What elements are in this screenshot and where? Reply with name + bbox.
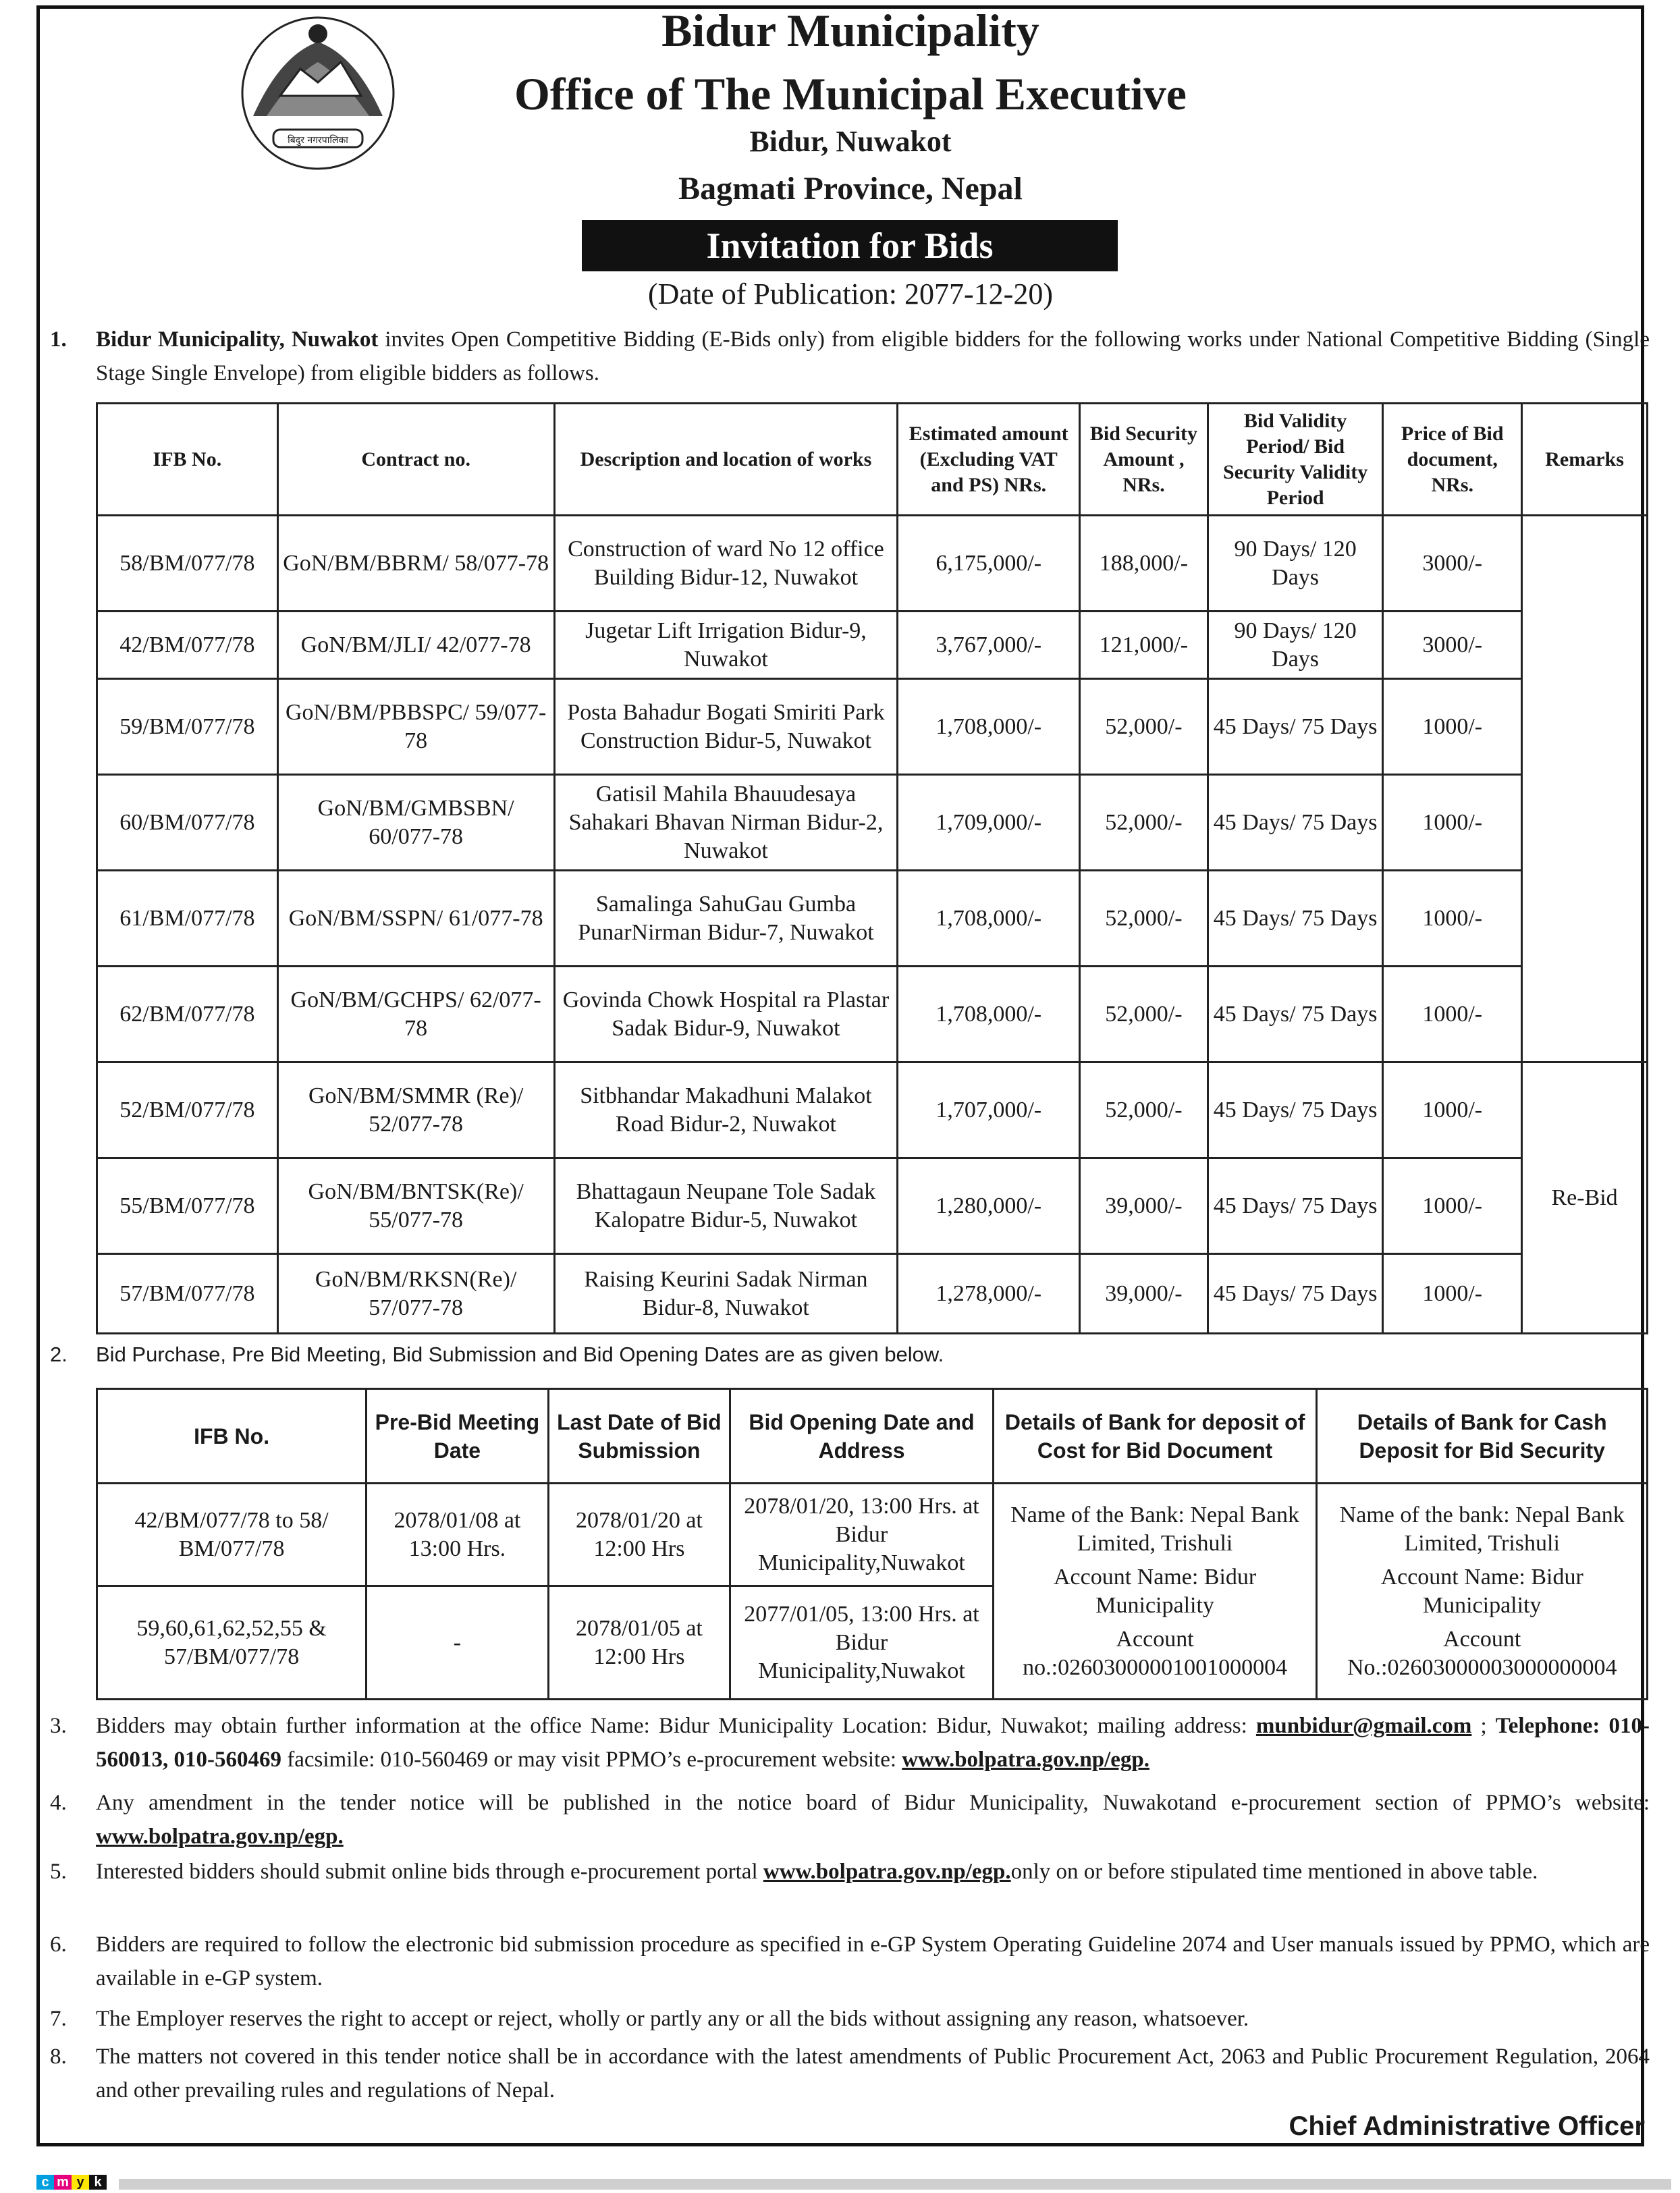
cell-security: 52,000/- (1080, 871, 1208, 967)
col-header-description: Description and location of works (554, 404, 898, 516)
col-header-price: Price of Bid document, NRs. (1383, 404, 1522, 516)
cell-contract: GoN/BM/BNTSK(Re)/ 55/077-78 (277, 1158, 554, 1254)
cell-security: 52,000/- (1080, 967, 1208, 1062)
table-row (97, 612, 1648, 679)
col-header-prebid: Pre-Bid Meeting Date (367, 1389, 548, 1484)
cell-validity: 45 Days/ 75 Days (1208, 871, 1383, 967)
paragraph-text: invites Open Competitive Bidding (E-Bids only) from eligible bidders for the following works under National Competitive Bidding (Single Stage Single Envelope) from eligible bidders as follows. (96, 327, 1650, 385)
table-row (97, 775, 1648, 871)
cell-description: Gatisil Mahila Bhauudesaya Sahakari Bhavan Nirman Bidur-2, Nuwakot (554, 775, 898, 871)
cell-contract: GoN/BM/SMMR (Re)/ 52/077-78 (277, 1062, 554, 1158)
table-header-row (97, 404, 1648, 516)
cmyk-cyan: c (36, 2175, 54, 2190)
cell-security: 188,000/- (1080, 516, 1208, 612)
paragraph-number: 1. (50, 327, 67, 352)
cell-ifb: 52/BM/077/78 (97, 1062, 278, 1158)
paragraph-number: 7. (50, 2007, 67, 2031)
paragraph-7 (50, 2002, 1650, 2036)
cell-amount: 1,280,000/- (898, 1158, 1080, 1254)
publication-date: (Date of Publication: 2077-12-20) (648, 277, 1053, 310)
cell-description: Posta Bahadur Bogati Smiriti Park Construction Bidur-5, Nuwakot (554, 679, 898, 775)
cell-security: 39,000/- (1080, 1254, 1208, 1334)
cell-ifb: 55/BM/077/78 (97, 1158, 278, 1254)
cell-amount: 6,175,000/- (898, 516, 1080, 612)
cell-ifb: 60/BM/077/78 (97, 775, 278, 871)
cell-validity: 90 Days/ 120 Days (1208, 516, 1383, 612)
cell-ifb: 62/BM/077/78 (97, 967, 278, 1062)
cell-opening: 2077/01/05, 13:00 Hrs. at Bidur Municipality,Nuwakot (730, 1586, 994, 1700)
paragraph-text: The Employer reserves the right to accept or reject, wholly or partly any or all the bids without assigning any reason, whatsoever. (96, 2007, 1249, 2031)
paragraph-3 (50, 1709, 1650, 1777)
cell-security: 52,000/- (1080, 1062, 1208, 1158)
cell-contract: GoN/BM/GCHPS/ 62/077-78 (277, 967, 554, 1062)
cell-amount: 3,767,000/- (898, 612, 1080, 679)
paragraph-5 (50, 1855, 1650, 1889)
cell-validity: 90 Days/ 120 Days (1208, 612, 1383, 679)
print-registration-marks (36, 2175, 107, 2190)
cell-amount: 1,708,000/- (898, 871, 1080, 967)
location-line: Bidur, Nuwakot (749, 125, 952, 158)
paragraph-text: Bidders may obtain further information at the office Name: Bidur Municipality Location: Bidur, Nuwakot; mailing address: (96, 1714, 1256, 1738)
cell-description: Sitbhandar Makadhuni Malakot Road Bidur-2, Nuwakot (554, 1062, 898, 1158)
paragraph-bold-text: Bidur Municipality, Nuwakot (96, 327, 379, 352)
col-header-amount: Estimated amount (Excluding VAT and PS) NRs. (898, 404, 1080, 516)
col-header-ifb: IFB No. (97, 1389, 367, 1484)
cell-amount: 1,708,000/- (898, 967, 1080, 1062)
paragraph-text: Interested bidders should submit online bids through e-procurement portal (96, 1860, 763, 1884)
works-table (96, 402, 1648, 1334)
cell-description: Govinda Chowk Hospital ra Plastar Sadak Bidur-9, Nuwakot (554, 967, 898, 1062)
col-header-validity: Bid Validity Period/ Bid Security Validity Period (1208, 404, 1383, 516)
paragraph-6 (50, 1928, 1650, 1995)
email-link[interactable]: munbidur@gmail.com (1255, 1714, 1472, 1738)
cell-validity: 45 Days/ 75 Days (1208, 679, 1383, 775)
signature-title: Chief Administrative Officer (1289, 2111, 1645, 2141)
egp-website-link[interactable]: www.bolpatra.gov.np/egp. (902, 1748, 1150, 1772)
cell-bank-doc (993, 1484, 1317, 1700)
cell-remarks-rebid: Re-Bid (1522, 1062, 1648, 1334)
paragraph-text: ; (1471, 1714, 1496, 1738)
table-row (97, 679, 1648, 775)
cell-amount: 1,708,000/- (898, 679, 1080, 775)
col-header-bank-doc: Details of Bank for deposit of Cost for Bid Document (993, 1389, 1317, 1484)
cell-validity: 45 Days/ 75 Days (1208, 775, 1383, 871)
cell-price: 1000/- (1383, 1158, 1522, 1254)
municipality-title: Bidur Municipality (661, 5, 1039, 56)
cell-description: Raising Keurini Sadak Nirman Bidur-8, Nuwakot (554, 1254, 898, 1334)
cell-amount: 1,709,000/- (898, 775, 1080, 871)
cell-description: Bhattagaun Neupane Tole Sadak Kalopatre Bidur-5, Nuwakot (554, 1158, 898, 1254)
egp-website-link[interactable]: www.bolpatra.gov.np/egp. (763, 1860, 1011, 1884)
col-header-ifb: IFB No. (97, 404, 278, 516)
cell-ifb: 42/BM/077/78 to 58/ BM/077/78 (97, 1484, 367, 1586)
cell-contract: GoN/BM/GMBSBN/ 60/077-78 (277, 775, 554, 871)
dates-table (96, 1388, 1648, 1700)
cell-contract: GoN/BM/JLI/ 42/077-78 (277, 612, 554, 679)
table-row (97, 967, 1648, 1062)
col-header-bank-security: Details of Bank for Cash Deposit for Bid Security (1317, 1389, 1648, 1484)
paragraph-number: 5. (50, 1860, 67, 1884)
cell-contract: GoN/BM/RKSN(Re)/ 57/077-78 (277, 1254, 554, 1334)
paragraph-text: facsimile: 010-560469 or may visit PPMO’s e-procurement website: (281, 1748, 902, 1772)
cell-price: 1000/- (1383, 1254, 1522, 1334)
registration-bar (119, 2179, 1671, 2190)
table-row (97, 1158, 1648, 1254)
col-header-contract: Contract no. (277, 404, 554, 516)
cell-opening: 2078/01/20, 13:00 Hrs. at Bidur Municipality,Nuwakot (730, 1484, 994, 1586)
svg-text:बिदुर नगरपालिका: बिदुर नगरपालिका (288, 135, 348, 146)
office-title: Office of The Municipal Executive (514, 68, 1187, 119)
cell-ifb: 58/BM/077/78 (97, 516, 278, 612)
cell-ifb: 59,60,61,62,52,55 & 57/BM/077/78 (97, 1586, 367, 1700)
paragraph-2 (50, 1338, 1650, 1372)
cell-security: 121,000/- (1080, 612, 1208, 679)
table-row (97, 871, 1648, 967)
cell-validity: 45 Days/ 75 Days (1208, 1062, 1383, 1158)
cell-price: 1000/- (1383, 775, 1522, 871)
col-header-security: Bid Security Amount , NRs. (1080, 404, 1208, 516)
cell-price: 3000/- (1383, 516, 1522, 612)
cell-prebid: - (367, 1586, 548, 1700)
cell-prebid: 2078/01/08 at 13:00 Hrs. (367, 1484, 548, 1586)
cell-bank-security (1317, 1484, 1648, 1700)
bank-name: Name of the Bank: Nepal Bank Limited, Trishuli (1010, 1502, 1299, 1556)
cell-validity: 45 Days/ 75 Days (1208, 1254, 1383, 1334)
cell-remarks-empty (1522, 516, 1648, 1062)
telephone-text: Telephone: 010-560013, 010-560469 (96, 1714, 1650, 1772)
account-name: Account Name: Bidur Municipality (1380, 1564, 1583, 1618)
cell-last-date: 2078/01/20 at 12:00 Hrs (548, 1484, 730, 1586)
cell-ifb: 61/BM/077/78 (97, 871, 278, 967)
col-header-last-date: Last Date of Bid Submission (548, 1389, 730, 1484)
account-name: Account Name: Bidur Municipality (1053, 1564, 1257, 1618)
paragraph-text: The matters not covered in this tender notice shall be in accordance with the latest amendments of Public Procurement Act, 2063 and Public Procurement Regulation, 2064 and other prevailing rules and regulations of Nepal. (96, 2045, 1650, 2103)
account-number: Account no.:02603000001001000004 (1023, 1626, 1288, 1680)
account-number: Account No.:02603000003000000004 (1347, 1626, 1617, 1680)
cell-security: 52,000/- (1080, 679, 1208, 775)
cell-price: 1000/- (1383, 967, 1522, 1062)
cell-contract: GoN/BM/BBRM/ 58/077-78 (277, 516, 554, 612)
cell-ifb: 57/BM/077/78 (97, 1254, 278, 1334)
cell-security: 39,000/- (1080, 1158, 1208, 1254)
paragraph-text: Bid Purchase, Pre Bid Meeting, Bid Submission and Bid Opening Dates are as given below. (96, 1343, 944, 1366)
paragraph-1 (50, 323, 1650, 390)
cell-validity: 45 Days/ 75 Days (1208, 1158, 1383, 1254)
cell-description: Jugetar Lift Irrigation Bidur-9, Nuwakot (554, 612, 898, 679)
cell-price: 1000/- (1383, 679, 1522, 775)
cmyk-black: k (89, 2175, 107, 2190)
paragraph-number: 3. (50, 1714, 67, 1738)
cell-price: 1000/- (1383, 1062, 1522, 1158)
table-header-row (97, 1389, 1648, 1484)
paragraph-text: Bidders are required to follow the electronic bid submission procedure as specified in e-GP System Operating Guideline 2074 and User manuals issued by PPMO, which are available in e-GP system. (96, 1932, 1650, 1991)
cell-contract: GoN/BM/SSPN/ 61/077-78 (277, 871, 554, 967)
table-row (97, 1062, 1648, 1158)
paragraph-8 (50, 2040, 1650, 2107)
cell-validity: 45 Days/ 75 Days (1208, 967, 1383, 1062)
bank-name: Name of the bank: Nepal Bank Limited, Trishuli (1339, 1502, 1625, 1556)
table-row (97, 1484, 1648, 1586)
cell-amount: 1,278,000/- (898, 1254, 1080, 1334)
cell-price: 1000/- (1383, 871, 1522, 967)
province-line: Bagmati Province, Nepal (678, 171, 1023, 207)
invitation-banner: Invitation for Bids (582, 220, 1118, 271)
cell-contract: GoN/BM/PBBSPC/ 59/077-78 (277, 679, 554, 775)
paragraph-4 (50, 1786, 1650, 1853)
cell-amount: 1,707,000/- (898, 1062, 1080, 1158)
cmyk-yellow: y (72, 2175, 89, 2190)
cell-ifb: 59/BM/077/78 (97, 679, 278, 775)
table-row (97, 1254, 1648, 1334)
col-header-remarks: Remarks (1522, 404, 1648, 516)
cell-description: Construction of ward No 12 office Building Bidur-12, Nuwakot (554, 516, 898, 612)
paragraph-number: 2. (50, 1343, 67, 1366)
paragraph-number: 8. (50, 2045, 67, 2069)
egp-website-link[interactable]: www.bolpatra.gov.np/egp. (96, 1824, 344, 1849)
cell-last-date: 2078/01/05 at 12:00 Hrs (548, 1586, 730, 1700)
table-row (97, 516, 1648, 612)
paragraph-number: 4. (50, 1791, 67, 1815)
cell-ifb: 42/BM/077/78 (97, 612, 278, 679)
cmyk-magenta: m (54, 2175, 72, 2190)
cell-price: 3000/- (1383, 612, 1522, 679)
cell-description: Samalinga SahuGau Gumba PunarNirman Bidur-7, Nuwakot (554, 871, 898, 967)
paragraph-text: Any amendment in the tender notice will be published in the notice board of Bidur Municipality, Nuwakotand e-procurement section of PPMO’s website: (96, 1791, 1650, 1815)
col-header-opening: Bid Opening Date and Address (730, 1389, 994, 1484)
paragraph-number: 6. (50, 1932, 67, 1957)
cell-security: 52,000/- (1080, 775, 1208, 871)
paragraph-text: only on or before stipulated time mentioned in above table. (1010, 1860, 1538, 1884)
